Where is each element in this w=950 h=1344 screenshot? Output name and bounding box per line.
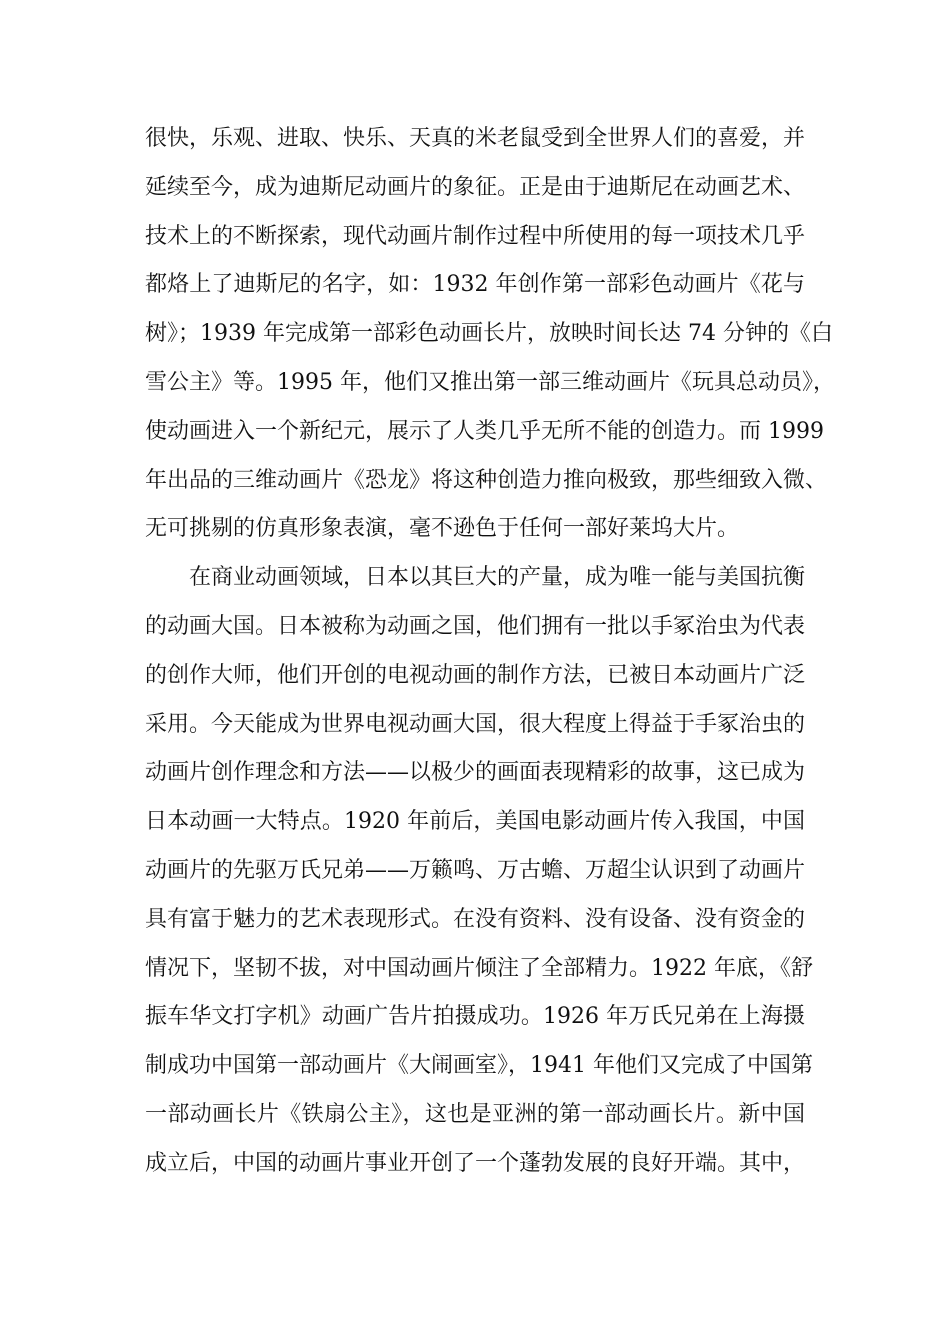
paragraph-line: 技术上的不断探索，现代动画片制作过程中所使用的每一项技术几乎: [145, 223, 806, 249]
paragraph-line: 很快，乐观、进取、快乐、天真的米老鼠受到全世界人们的喜爱，并: [145, 126, 806, 151]
paragraph-line: 雪公主》等。1995 年，他们又推出第一部三维动画片《玩具总动员》，: [145, 369, 835, 395]
paragraph-line: 树》；1939 年完成第一部彩色动画长片，放映时间长达 74 分钟的《白: [145, 321, 833, 347]
paragraph-line: 都烙上了迪斯尼的名字，如：1932 年创作第一部彩色动画片《花与: [145, 272, 805, 298]
paragraph-line: 无可挑剔的仿真形象表演，毫不逊色于任何一部好莱坞大片。: [145, 516, 740, 542]
paragraph-line: 日本动画一大特点。1920 年前后，美国电影动画片传入我国，中国: [145, 809, 805, 835]
paragraph-line: 的动画大国。日本被称为动画之国，他们拥有一批以手冢治虫为代表: [145, 613, 806, 639]
paragraph-line: 振车华文打字机》动画广告片拍摄成功。1926 年万氏兄弟在上海摄: [145, 1004, 805, 1030]
paragraph-line: 延续至今，成为迪斯尼动画片的象征。正是由于迪斯尼在动画艺术、: [145, 174, 806, 200]
paragraph-line: 使动画进入一个新纪元，展示了人类几乎无所不能的创造力。而 1999: [145, 418, 824, 444]
paragraph-line: 的创作大师，他们开创的电视动画的制作方法，已被日本动画片广泛: [145, 662, 806, 688]
paragraph-line: 情况下，坚韧不拔，对中国动画片倾注了全部精力。1922 年底，《舒: [145, 955, 813, 981]
paragraph-line: 年出品的三维动画片《恐龙》将这种创造力推向极致，那些细致入微、: [145, 467, 828, 493]
paragraph-line: 动画片的先驱万氏兄弟——万籁鸣、万古蟾、万超尘认识到了动画片: [145, 857, 806, 883]
paragraph-1: [145, 115, 835, 554]
paragraph-line: 在商业动画领域，日本以其巨大的产量，成为唯一能与美国抗衡: [189, 565, 806, 591]
paragraph-2: [145, 554, 813, 1188]
body-text: [145, 115, 835, 1189]
paragraph-line: 具有富于魅力的艺术表现形式。在没有资料、没有设备、没有资金的: [145, 906, 806, 932]
paragraph-line: 一部动画长片《铁扇公主》，这也是亚洲的第一部动画长片。新中国: [145, 1101, 805, 1127]
paragraph-line: 制成功中国第一部动画片《大闹画室》，1941 年他们又完成了中国第: [145, 1053, 813, 1079]
paragraph-line: 动画片创作理念和方法——以极少的画面表现精彩的故事，这已成为: [145, 760, 806, 786]
paragraph-line: 成立后，中国的动画片事业开创了一个蓬勃发展的良好开端。其中，: [145, 1150, 806, 1176]
paragraph-line: 采用。今天能成为世界电视动画大国，很大程度上得益于手冢治虫的: [145, 711, 806, 737]
